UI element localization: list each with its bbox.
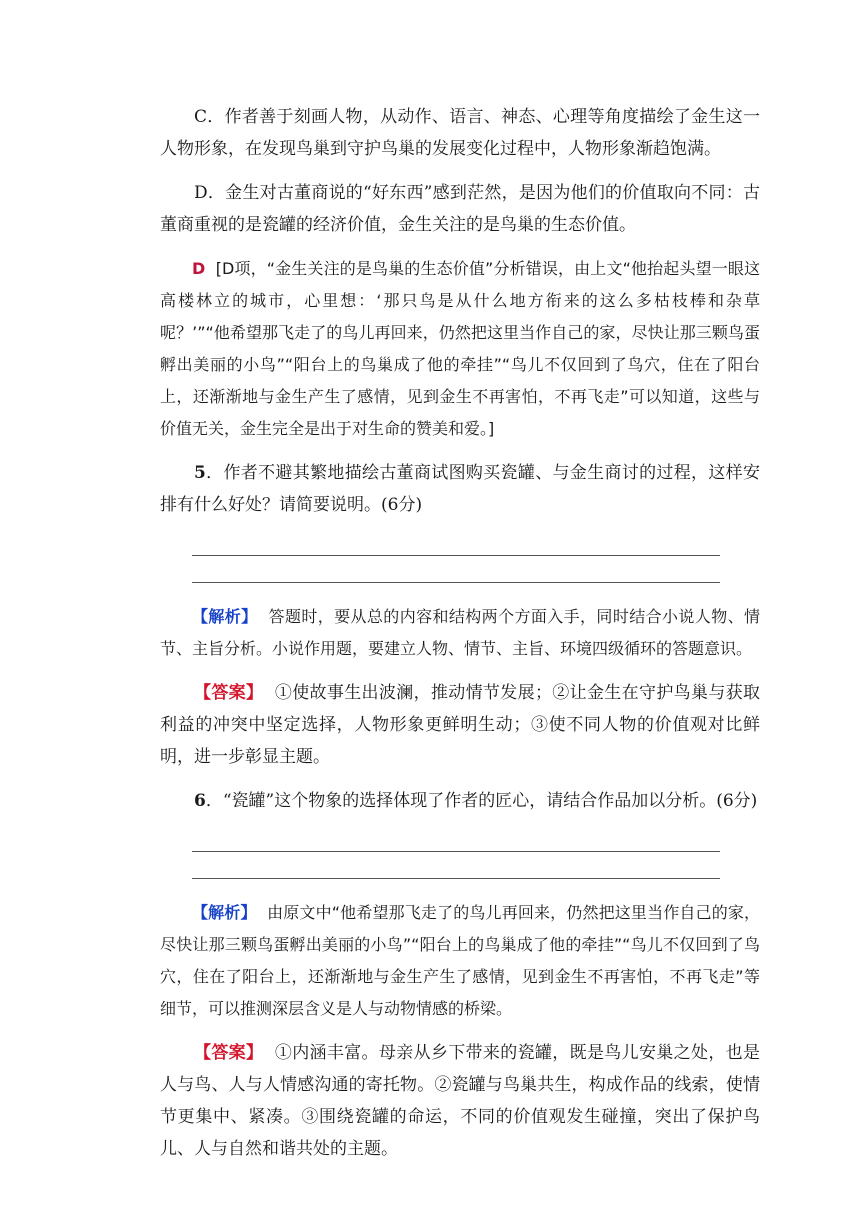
question-5-text: ．作者不避其繁地描绘古董商试图购买瓷罐、与金生商讨的过程，这样安排有什么好处？请简要说明。(6分)	[160, 463, 760, 515]
option-c: C．作者善于刻画人物，从动作、语言、神态、心理等角度描绘了金生这一人物形象，在发现鸟巢到守护鸟巢的发展变化过程中，人物形象渐趋饱满。	[160, 107, 760, 159]
question-6-answer-lines	[160, 825, 760, 879]
q4-answer-explanation	[160, 253, 760, 445]
question-5-answer	[160, 677, 760, 773]
question-6-analysis-text: 由原文中“他希望那飞走了的鸟儿再回来，仍然把这里当作自己的家，尽快让那三颗鸟蛋孵出美丽的小鸟”“阳台上的鸟巢成了他的牵挂”“鸟儿不仅回到了鸟穴，住在了阳台上，还渐渐地与金生产生了感情，见到金生不再害怕，不再飞走”等细节，可以推测深层含义是人与动物情感的桥梁。	[160, 903, 760, 1018]
question-5	[160, 457, 760, 521]
question-6-number: 6	[194, 791, 206, 811]
question-6	[160, 785, 760, 817]
question-5-number: 5	[194, 463, 206, 483]
analysis-tag: 【解析】	[192, 607, 258, 626]
question-6-analysis	[160, 897, 760, 1025]
answer-blank-line	[192, 556, 720, 583]
question-5-answer-lines	[160, 529, 760, 583]
analysis-tag: 【解析】	[192, 903, 257, 922]
question-5-analysis	[160, 601, 760, 665]
answer-tag: 【答案】	[194, 1043, 264, 1063]
question-6-answer-text: ①内涵丰富。母亲从乡下带来的瓷罐，既是鸟儿安巢之处，也是人与鸟、人与人情感沟通的寄托物。②瓷罐与鸟巢共生，构成作品的线索，使情节更集中、紧凑。③围绕瓷罐的命运，不同的价值观发生碰撞，突出了保护鸟儿、人与自然和谐共处的主题。	[160, 1043, 761, 1159]
answer-blank-line	[192, 825, 720, 852]
q4-explanation-text: [D项，“金生关注的是鸟巢的生态价值”分析错误，由上文“他抬起头望一眼这高楼林立的城市，心里想：‘那只鸟是从什么地方衔来的这么多枯枝棒和杂草呢？’”“他希望那飞走了的鸟儿再回来，仍然把这里当作自己的家，尽快让那三颗鸟蛋孵出美丽的小鸟”“阳台上的鸟巢成了他的牵挂”“鸟儿不仅回到了鸟穴，住在了阳台上，还渐渐地与金生产生了感情，见到金生不再害怕，不再飞走”可以知道，这些与价值无关，金生完全是出于对生命的赞美和爱。]	[160, 259, 761, 438]
question-6-answer	[160, 1037, 760, 1165]
q4-answer-letter: D	[192, 259, 206, 278]
question-5-answer-text: ①使故事生出波澜，推动情节发展；②让金生在守护鸟巢与获取利益的冲突中坚定选择，人物形象更鲜明生动；③使不同人物的价值观对比鲜明，进一步彰显主题。	[160, 683, 761, 767]
answer-blank-line	[192, 529, 720, 556]
question-6-text: ．“瓷罐”这个物象的选择体现了作者的匠心，请结合作品加以分析。(6分)	[205, 791, 758, 811]
answer-tag: 【答案】	[194, 683, 264, 703]
question-5-analysis-text: 答题时，要从总的内容和结构两个方面入手，同时结合小说人物、情节、主旨分析。小说作用题，要建立人物、情节、主旨、环境四级循环的答题意识。	[160, 607, 760, 658]
option-d: D．金生对古董商说的“好东西”感到茫然，是因为他们的价值取向不同：古董商重视的是瓷罐的经济价值，金生关注的是鸟巢的生态价值。	[160, 183, 760, 235]
answer-blank-line	[192, 852, 720, 879]
